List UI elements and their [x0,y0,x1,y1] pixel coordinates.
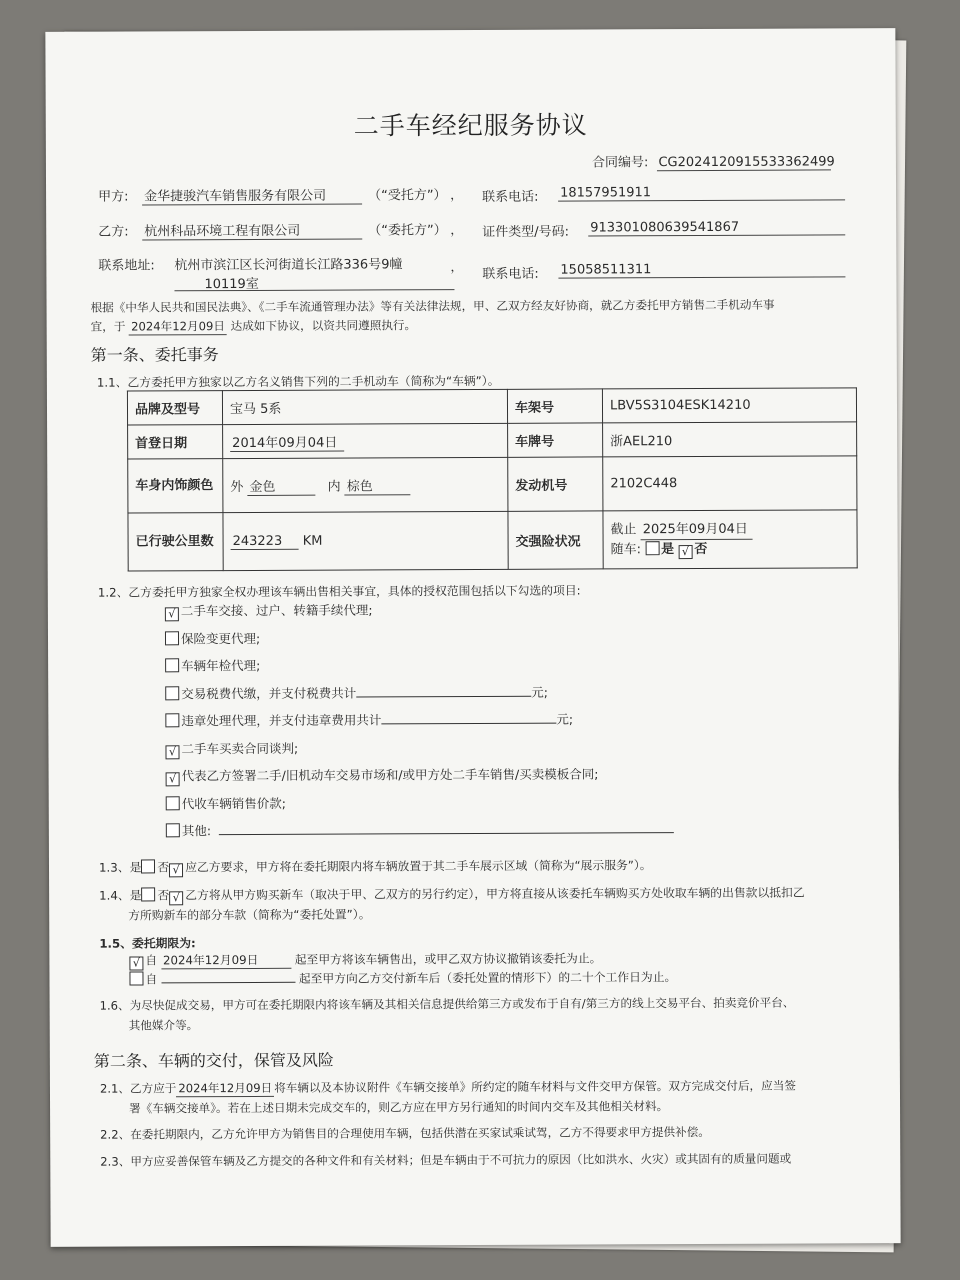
preamble-line1: 根据《中华人民共和国民法典》、《二手车流通管理办法》等有关法律法规，甲、乙双方经友好协商，就乙方委托甲方销售二手机动车事 [90,297,775,315]
vehicle-table [127,387,858,571]
article-2-heading: 第二条、车辆的交付，保管及风险 [93,1050,334,1071]
party-b-role: （“委托方”） [368,223,447,239]
list-item [166,819,674,839]
party-b-phone: 15058511311 [558,261,845,278]
checkbox-item-3[interactable] [165,658,179,672]
plate-label: 车牌号 [508,423,603,457]
article-1-heading: 第一条、委托事务 [90,345,219,365]
tax-amount-blank[interactable] [356,682,531,697]
checkbox-item-6[interactable]: √ [165,745,179,759]
table-row [128,422,857,459]
address-line2: 10119室 [204,276,259,293]
clause-1-3-yes-checkbox[interactable] [141,859,155,873]
reg-date-label: 首登日期 [128,425,223,459]
insurance-prefix: 截止 [610,522,637,538]
preamble-text: 宜，于 [90,319,126,334]
item-9-text: 其他: [181,823,212,839]
term-option-2 [129,967,676,987]
list-item [165,628,260,646]
party-a-phone-label: 联系电话: [482,189,539,205]
term-option-2-prefix: 自 [145,972,158,987]
mileage-value: 243223 [231,533,299,549]
clause-1-3-num: 1.3、是 [98,860,142,875]
preamble-line2 [91,317,417,335]
clause-2-2: 2.2、在委托期限内，乙方允许甲方为销售目的合理使用车辆，包括供潜在买家试乘试驾，乙方不得要求甲方提供补偿。 [100,1124,710,1142]
term-option-1-checkbox[interactable]: √ [129,956,143,970]
clause-2-1-line2: 署《车辆交接单》。若在上述日期未完成交车的，则乙方应在甲方另行通知的时间内交车及其他相关材料。 [129,1099,669,1116]
party-a-comma: ， [450,188,464,204]
table-row [127,388,856,425]
mileage-cell [223,511,508,570]
contract-document [45,28,900,1247]
party-b-label: 乙方: [98,224,129,240]
clause-1-2-intro: 1.2、乙方委托甲方独家全权办理该车辆出售相关事宜，具体的授权范围包括以下勾选的项目: [97,583,581,600]
item-5-text: 违章处理代理，并支付违章费用共计 [181,712,382,729]
list-item [165,656,260,674]
clause-1-4-text: 乙方将从甲方购买新车（取决于甲、乙双方的另行约定），甲方将直接从该委托车辆购买方处收取车辆的出售款以抵扣乙 [185,885,805,903]
insurance-follow-label: 随车: [610,542,642,558]
document-title: 二手车经纪服务协议 [353,110,588,141]
clause-1-5-heading: 1.5、委托期限为: [99,936,196,951]
vin-value: LBV5S3104ESK14210 [602,388,856,423]
clause-1-3-no: 否 [157,860,170,875]
clause-2-3: 2.3、甲方应妥善保管车辆及乙方提交的各种文件和有关材料；但是车辆由于不可抗力的原因（比如洪水、火灾）或其固有的质量问题或 [100,1151,792,1169]
checkbox-item-8[interactable] [166,796,180,810]
party-b-comma: ， [450,223,464,239]
item-1-text: 二手车交接、过户、转籍手续代理; [180,602,373,619]
clause-1-6-line2: 其他媒介等。 [128,1018,199,1033]
party-a-name: 金华捷骏汽车销售服务有限公司 [142,184,362,205]
insurance-cell [603,510,857,569]
clause-2-1-line1 [100,1078,796,1098]
checkbox-item-5[interactable] [165,713,179,727]
term-option-2-blank[interactable] [161,969,295,984]
party-b-id: 913301080639541867 [588,219,845,236]
clause-1-4-line1 [99,884,805,906]
checkbox-item-2[interactable] [165,631,179,645]
checkbox-item-1[interactable]: √ [165,607,179,621]
party-b-phone-label: 联系电话: [482,266,539,282]
item-2-text: 保险变更代理; [180,630,261,646]
plate-value: 浙AEL210 [603,422,857,457]
clause-1-4-no-checkbox[interactable]: √ [169,891,183,905]
mileage-unit: KM [302,533,323,549]
term-option-1-text: 起至甲方将该车辆售出，或甲乙双方协议撤销该委托为止。 [294,951,602,967]
checkbox-item-9[interactable] [166,823,180,837]
checkbox-item-7[interactable]: √ [166,772,180,786]
address-label: 联系地址: [98,258,155,274]
clause-1-4-no: 否 [157,888,170,903]
contract-number-value: CG2024120915533362499 [658,154,835,171]
item-4-text: 交易税费代缴，并支付税费共计 [181,685,357,701]
clause-2-1-pre: 2.1、乙方应于 [99,1081,177,1096]
color-label: 车身内饰颜色 [128,459,223,513]
item-8-text: 代收车辆销售价款; [181,795,286,811]
brand-label: 品牌及型号 [127,391,222,425]
item-7-text: 代表乙方签署二手/旧机动车交易市场和/或甲方处二手车销售/买卖模板合同; [181,766,599,784]
list-item [165,710,573,730]
term-option-1-prefix: 自 [145,953,158,968]
yes-checkbox[interactable] [645,541,659,555]
preamble-text-end: 达成如下协议，以资共同遵照执行。 [230,318,417,334]
clause-2-1-post: 将车辆以及本协议附件《车辆交接单》所约定的随车材料与文件交甲方保管。双方完成交付后，应当签 [274,1078,796,1095]
engine-label: 发动机号 [508,457,603,511]
address-comma: ， [450,260,464,276]
violation-amount-blank[interactable] [381,710,556,725]
party-a-label: 甲方: [98,189,129,205]
item-5-suffix: 元; [556,711,574,727]
party-a-phone: 18157951911 [558,184,845,201]
insurance-date: 2025年09月04日 [641,520,753,540]
clause-1-4-num: 1.4、是 [99,888,142,903]
term-option-2-text: 起至甲方向乙方交付新车后（委托处置的情形下）的二十个工作日为止。 [298,970,677,986]
contract-number-row [591,150,835,171]
list-item [166,764,599,786]
table-row [128,456,857,513]
clause-1-3-text: 应乙方要求，甲方将在委托期限内将车辆放置于其二手车展示区域（简称为“展示服务”）。 [185,858,652,875]
color-cell [223,457,508,512]
vin-label: 车架号 [507,389,602,423]
clause-1-6-line1: 1.6、为尽快促成交易，甲方可在委托期限内将该车辆及其相关信息提供给第三方或发布于自有/第三方的线上交易平台、拍卖竞价平台、 [99,995,795,1013]
clause-1-3-no-checkbox[interactable]: √ [169,863,183,877]
clause-2-1-date: 2024年12月09日 [176,1080,274,1097]
clause-1-3 [99,856,652,877]
no-label: 否 [694,541,708,558]
clause-1-1: 1.1、乙方委托甲方独家以乙方名义销售下列的二手机动车（简称为“车辆”）。 [96,373,500,390]
item-4-suffix: 元; [531,684,549,700]
checkbox-item-4[interactable] [165,686,179,700]
contract-number-label: 合同编号: [591,155,649,171]
exterior-color: 金色 [247,475,315,495]
list-item [165,738,298,759]
interior-color: 棕色 [345,475,411,495]
other-blank[interactable] [219,819,674,835]
reg-date-cell [223,423,508,458]
insurance-label: 交强险状况 [508,511,603,569]
no-checkbox[interactable]: √ [678,545,692,559]
address-underline [174,289,454,291]
party-b-name: 杭州科品环境工程有限公司 [142,219,362,240]
list-item [165,682,548,702]
clause-1-4-line2: 方所购新车的部分车款（简称为“委托处置”）。 [128,907,371,923]
item-3-text: 车辆年检代理; [181,657,261,674]
address-line1: 杭州市滨江区长河街道长江路336号9幢 [174,257,403,274]
table-row [128,510,857,571]
term-option-2-checkbox[interactable] [129,971,143,985]
engine-value: 2102C448 [603,456,857,511]
reg-date-value: 2014年09月04日 [230,431,344,451]
mileage-label: 已行驶公里数 [128,513,223,571]
party-b-id-label: 证件类型/号码: [482,224,570,240]
list-item [166,793,286,812]
clause-1-4-yes-checkbox[interactable] [141,887,155,901]
item-6-text: 二手车买卖合同谈判; [181,740,299,756]
brand-value: 宝马 5系 [222,389,507,424]
interior-prefix: 内 [327,479,341,495]
list-item [165,600,373,621]
party-a-role: （“受托方”） [368,188,447,204]
term-start-date: 2024年12月09日 [161,951,291,970]
preamble-date: 2024年12月09日 [129,318,227,335]
yes-label: 是 [661,542,675,558]
exterior-prefix: 外 [230,479,244,495]
